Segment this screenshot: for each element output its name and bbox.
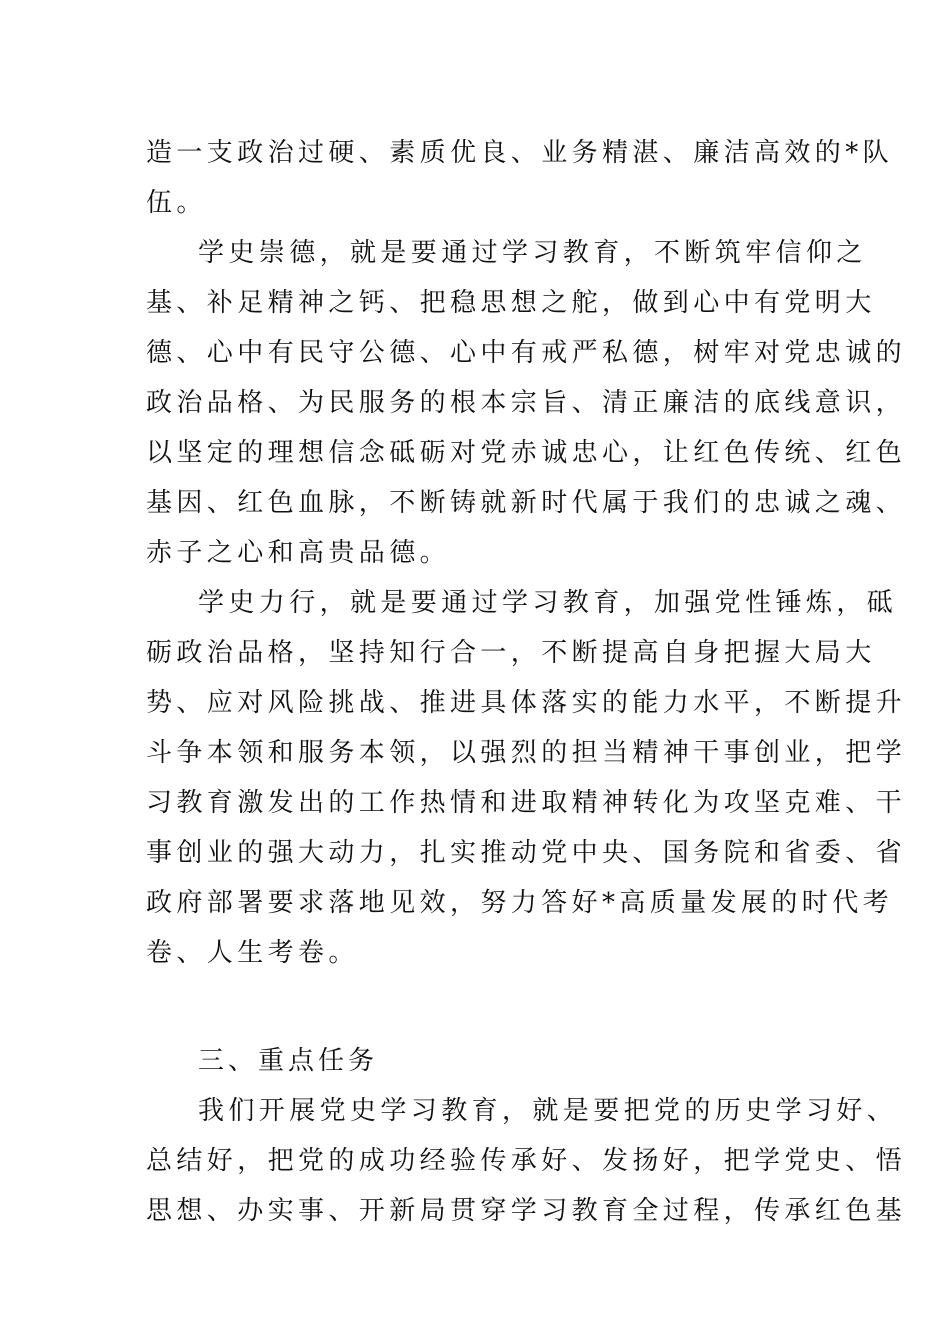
- text-line: 我们开展党史学习教育，就是要把党的历史学习好、: [198, 1096, 898, 1126]
- paragraph-continuation: [146, 128, 894, 228]
- text-line: 学史崇德，就是要通过学习教育，不断筑牢信仰之: [198, 238, 867, 268]
- text-line: 卷、人生考卷。: [146, 938, 359, 968]
- paragraph-final: [146, 1086, 907, 1236]
- text-line: 政府部署要求落地见效，努力答好*高质量发展的时代考: [146, 888, 894, 918]
- text-line: 总结好，把党的成功经验传承好、发扬好，把学党史、悟: [146, 1146, 907, 1176]
- text-line: 思想、办实事、开新局贯穿学习教育全过程，传承红色基: [146, 1196, 907, 1226]
- document-body: [146, 128, 907, 1236]
- text-line: 赤子之心和高贵品德。: [146, 538, 451, 568]
- text-line: 势、应对风险挑战、推进具体落实的能力水平，不断提升: [146, 688, 907, 718]
- text-line: 砺政治品格，坚持知行合一，不断提高自身把握大局大: [146, 638, 876, 668]
- text-line: 事创业的强大动力，扎实推动党中央、国务院和省委、省: [146, 838, 907, 868]
- text-line: 习教育激发出的工作热情和进取精神转化为攻坚克难、干: [146, 788, 907, 818]
- paragraph-xueshi-lixing: [146, 578, 907, 978]
- text-line: 以坚定的理想信念砥砺对党赤诚忠心，让红色传统、红色: [146, 438, 907, 468]
- text-line: 基因、红色血脉，不断铸就新时代属于我们的忠诚之魂、: [146, 488, 907, 518]
- text-line: 德、心中有民守公德、心中有戒严私德，树牢对党忠诚的: [146, 338, 907, 368]
- text-line: 基、补足精神之钙、把稳思想之舵，做到心中有党明大: [146, 288, 876, 318]
- text-line: 造一支政治过硬、素质优良、业务精湛、廉洁高效的*队: [146, 138, 894, 168]
- text-line: 斗争本领和服务本领，以强烈的担当精神干事创业，把学: [146, 738, 907, 768]
- text-line: 学史力行，就是要通过学习教育，加强党性锤炼，砥: [198, 588, 898, 618]
- paragraph-xueshi-chongde: [146, 228, 907, 578]
- section-heading: 三、重点任务: [198, 1046, 379, 1076]
- text-line: 政治品格、为民服务的根本宗旨、清正廉洁的底线意识，: [146, 388, 907, 418]
- text-line: 伍。: [146, 188, 207, 218]
